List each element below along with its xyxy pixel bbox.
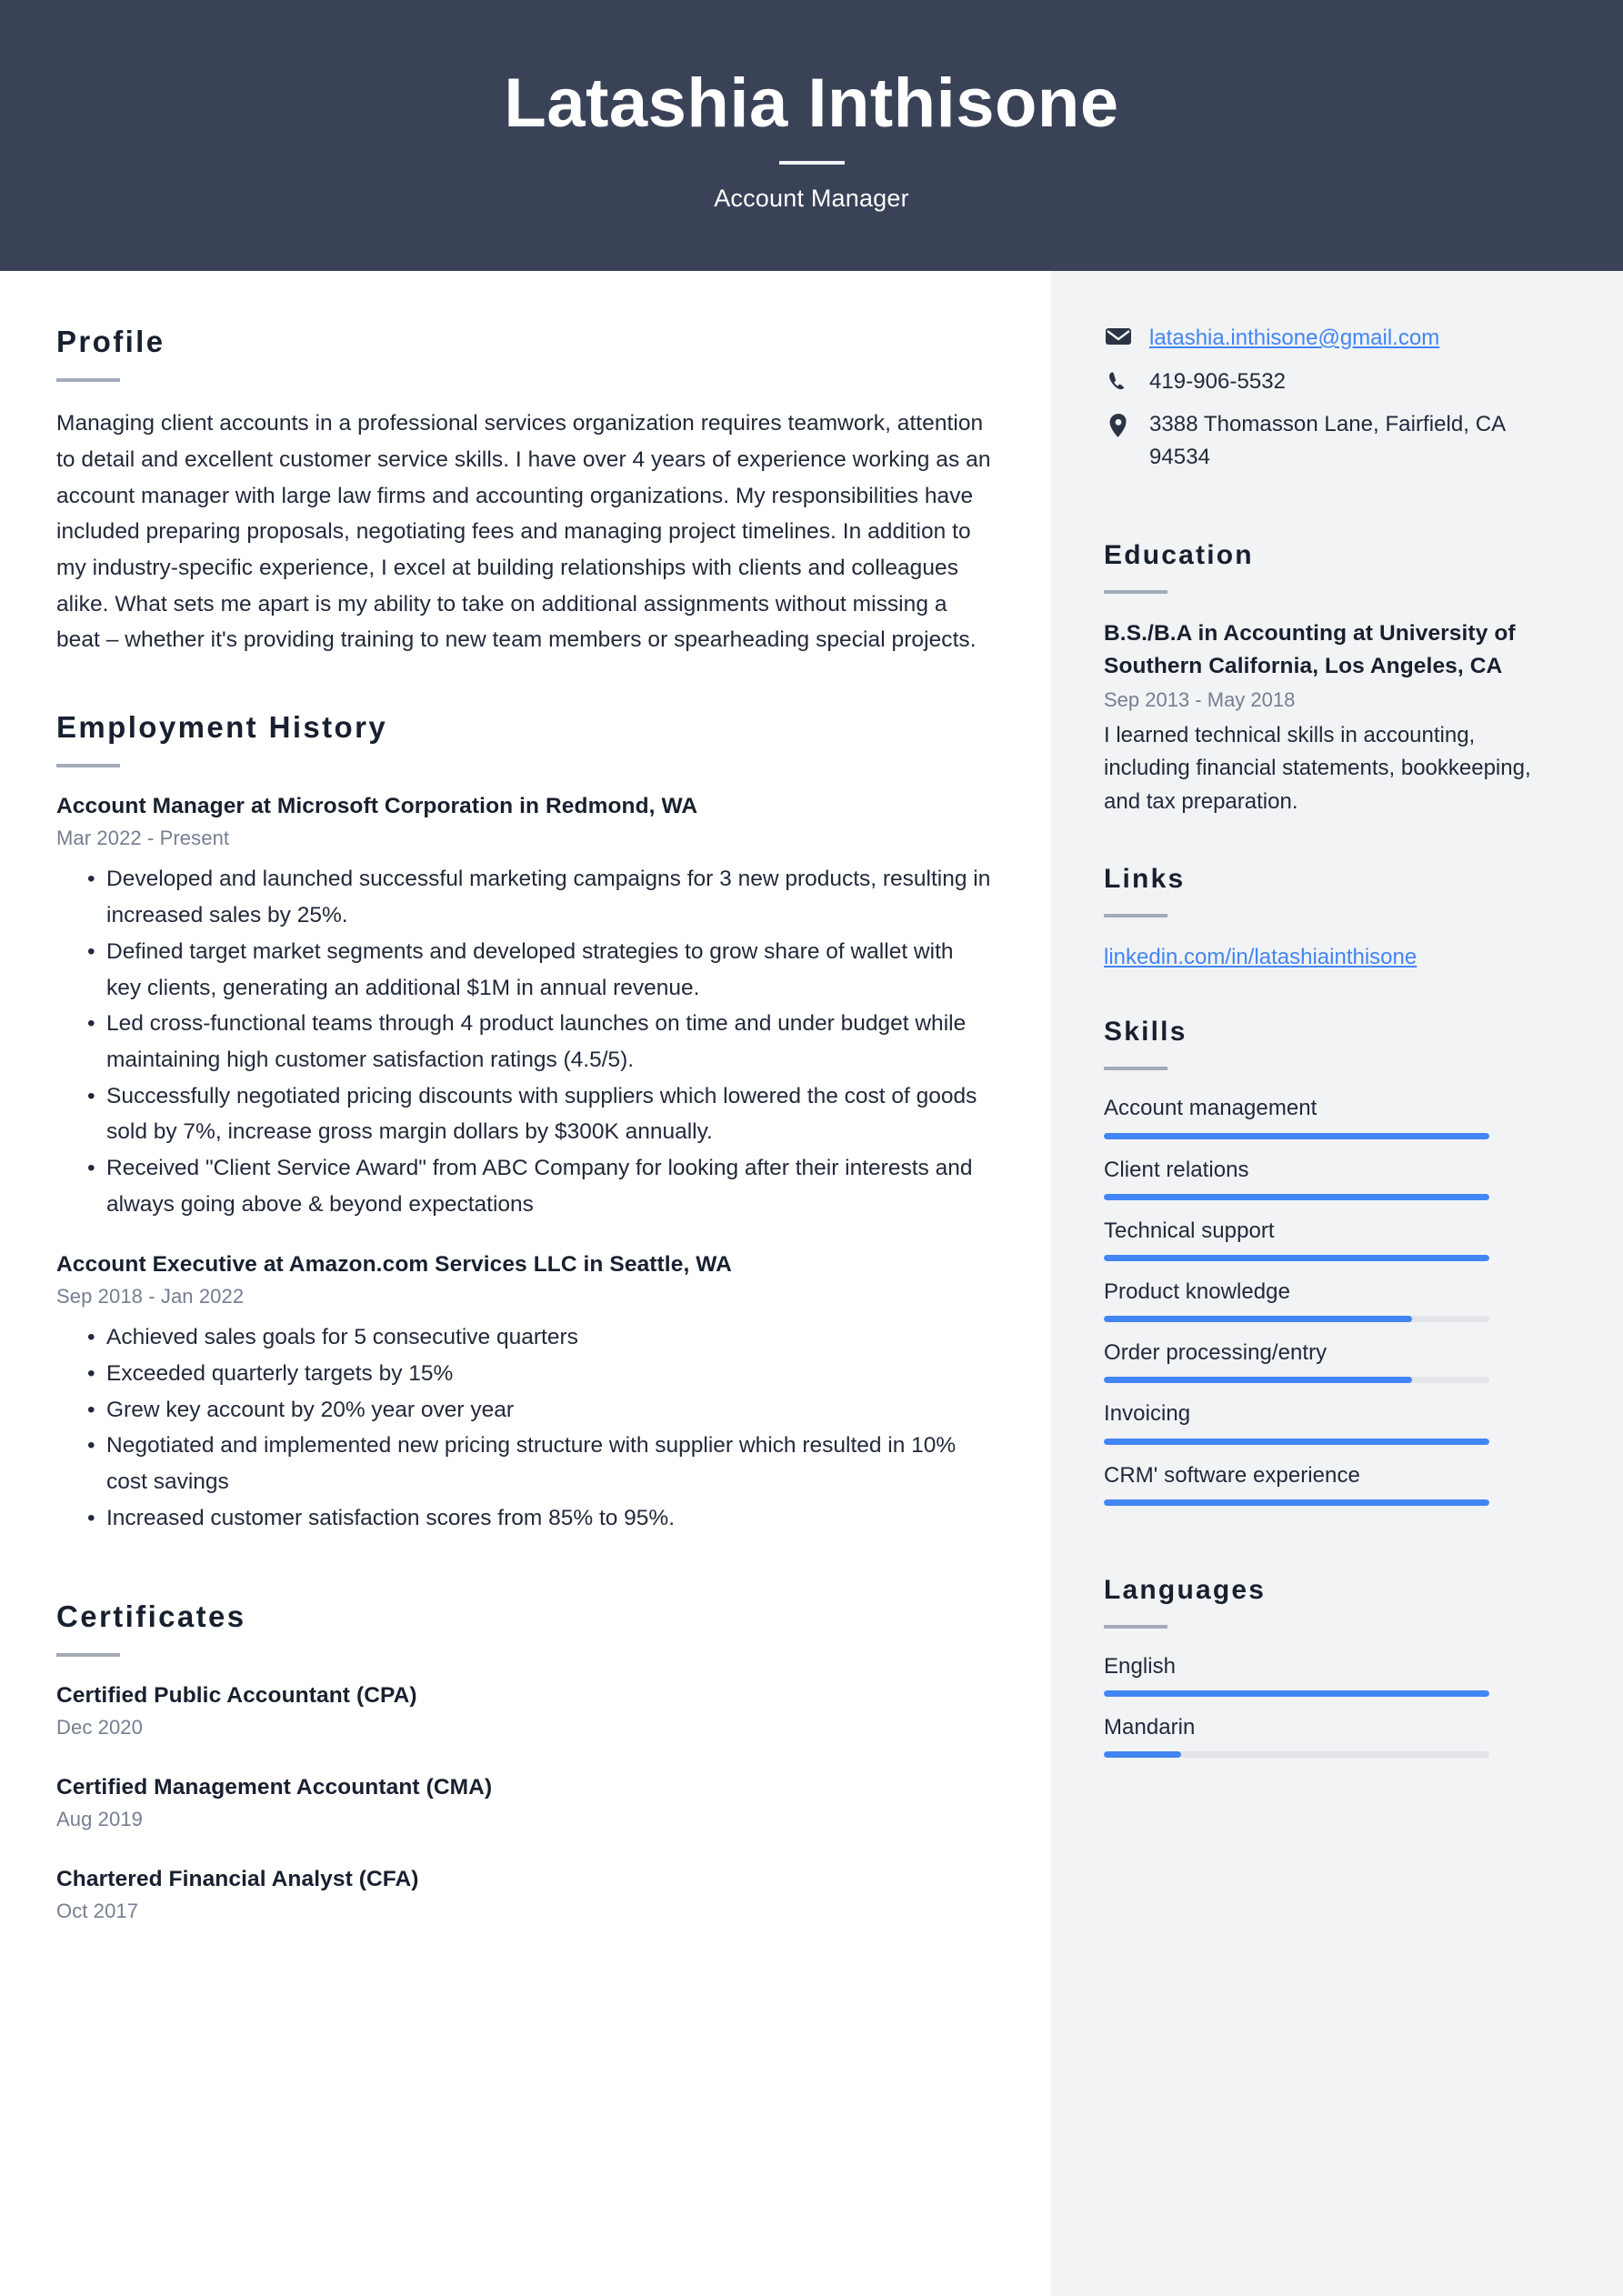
section-links — [1104, 864, 1561, 974]
list-item — [56, 1006, 992, 1078]
spacer — [56, 1222, 992, 1249]
skill-label: Order processing/entry — [1104, 1340, 1327, 1366]
resume-body — [0, 271, 1623, 2296]
education-heading-divider — [1104, 590, 1167, 594]
bullet-dot: • — [87, 1361, 95, 1387]
spacer — [1104, 973, 1561, 1017]
skill-progress-track — [1104, 1499, 1489, 1506]
envelope-icon — [1104, 322, 1133, 346]
skill-item — [1104, 1094, 1561, 1138]
certificate-date: Dec 2020 — [56, 1715, 143, 1739]
job-date-range: Mar 2022 - Present — [56, 827, 230, 850]
bullet-dot: • — [87, 1433, 95, 1459]
links-heading-divider — [1104, 914, 1167, 917]
sidebar-column — [1051, 271, 1623, 2296]
bullet-text: Achieved sales goals for 5 consecutive quarters — [106, 1325, 578, 1350]
email-link[interactable]: latashia.inthisone@gmail.com — [1149, 326, 1440, 350]
main-column — [0, 271, 1051, 2296]
bullet-dot: • — [87, 938, 95, 964]
section-employment-history — [56, 711, 992, 1536]
bullet-dot: • — [87, 1505, 95, 1530]
spacer — [56, 658, 992, 711]
links-heading: Links — [1104, 863, 1186, 894]
skill-label: Product knowledge — [1104, 1279, 1290, 1305]
language-item — [1104, 1652, 1561, 1697]
skill-label: Technical support — [1104, 1218, 1275, 1243]
list-item — [56, 1078, 992, 1150]
employment-entry — [56, 1249, 992, 1536]
skill-item — [1104, 1278, 1561, 1322]
job-bullet-list — [56, 1319, 992, 1536]
bullet-dot: • — [87, 867, 95, 892]
job-title: Account Manager at Microsoft Corporation in Redmond, WA — [56, 794, 698, 819]
section-skills — [1104, 1017, 1561, 1505]
certificate-entry — [56, 1772, 992, 1831]
education-date-range: Sep 2013 - May 2018 — [1104, 687, 1296, 711]
bullet-text: Led cross-functional teams through 4 product launches on time and under budget while maintaining high customer satisfaction ratings (4.5/5). — [106, 1011, 967, 1072]
profile-heading: Profile — [56, 325, 165, 358]
spacer — [56, 1831, 992, 1864]
skill-progress-fill — [1104, 1316, 1412, 1322]
skill-progress-fill — [1104, 1377, 1412, 1383]
bullet-text: Exceeded quarterly targets by 15% — [106, 1361, 454, 1387]
certificate-date: Oct 2017 — [56, 1900, 139, 1923]
education-description: I learned technical skills in accounting, including financial statements, bookkeeping, and tax preparation. — [1104, 722, 1531, 814]
skills-heading: Skills — [1104, 1017, 1187, 1048]
bullet-text: Grew key account by 20% year over year — [106, 1397, 515, 1422]
list-item — [56, 1150, 992, 1222]
spacer — [1104, 818, 1561, 864]
bullet-dot: • — [87, 1325, 95, 1350]
skill-label: Account management — [1104, 1096, 1317, 1121]
resume-header — [0, 0, 1623, 271]
skill-item — [1104, 1156, 1561, 1200]
language-progress-fill — [1104, 1751, 1181, 1758]
spacer — [56, 1537, 992, 1600]
list-item — [56, 861, 992, 933]
section-profile — [56, 326, 992, 658]
education-degree: B.S./B.A in Accounting at University of Southern California, Los Angeles, CA — [1104, 621, 1516, 679]
skill-item — [1104, 1338, 1561, 1383]
contact-email-row[interactable] — [1104, 322, 1561, 355]
skill-progress-track — [1104, 1377, 1489, 1383]
language-progress-track — [1104, 1690, 1489, 1697]
list-item — [56, 934, 992, 1006]
skills-heading-divider — [1104, 1067, 1167, 1070]
spacer — [56, 1740, 992, 1772]
skill-item — [1104, 1461, 1561, 1506]
contact-phone-row — [1104, 366, 1561, 398]
certificate-title: Certified Public Accountant (CPA) — [56, 1682, 417, 1708]
languages-heading: Languages — [1104, 1574, 1267, 1605]
spacer — [1104, 1522, 1561, 1575]
profile-heading-divider — [56, 378, 120, 382]
phone-number: 419-906-5532 — [1149, 368, 1287, 394]
bullet-text: Developed and launched successful marketing campaigns for 3 new products, resulting in increased sales by 25%. — [106, 867, 991, 928]
skill-item — [1104, 1217, 1561, 1261]
employment-heading-divider — [56, 764, 120, 767]
section-education — [1104, 540, 1561, 818]
header-job-title: Account Manager — [714, 185, 909, 213]
job-date-range: Sep 2018 - Jan 2022 — [56, 1285, 245, 1308]
phone-icon — [1104, 366, 1133, 393]
skill-progress-track — [1104, 1316, 1489, 1322]
skill-progress-fill — [1104, 1439, 1489, 1445]
job-bullet-list — [56, 861, 992, 1222]
certificate-entry — [56, 1864, 992, 1923]
languages-heading-divider — [1104, 1625, 1167, 1629]
skill-progress-fill — [1104, 1255, 1489, 1261]
list-item — [56, 1356, 992, 1392]
map-pin-icon — [1104, 408, 1133, 437]
employment-entry — [56, 791, 992, 1222]
job-title: Account Executive at Amazon.com Services LLC in Seattle, WA — [56, 1252, 732, 1278]
certificates-heading: Certificates — [56, 1599, 246, 1633]
section-languages — [1104, 1575, 1561, 1758]
education-heading: Education — [1104, 540, 1254, 571]
skill-progress-fill — [1104, 1194, 1489, 1200]
skill-progress-fill — [1104, 1133, 1489, 1139]
language-label: Mandarin — [1104, 1714, 1196, 1740]
list-item — [56, 1500, 992, 1537]
skill-progress-track — [1104, 1439, 1489, 1445]
skill-label: CRM' software experience — [1104, 1462, 1360, 1488]
skill-label: Invoicing — [1104, 1401, 1191, 1427]
list-item — [56, 1319, 992, 1356]
profile-text: Managing client accounts in a professional services organization requires teamwork, attention to detail and excellent customer service skills. I have over 4 years of experience working as an account manager with large law firms and accounting organizations. My responsibilities have included preparing proposals, negotiating fees and managing project timelines. In addition to my industry-specific experience, I excel at building relationships with clients and colleagues alike. What sets me apart is my ability to take on additional assignments without missing a beat – whether it's providing training to new team members or spearheading special projects. — [56, 411, 991, 653]
language-progress-fill — [1104, 1690, 1489, 1697]
skill-item — [1104, 1399, 1561, 1444]
contact-address-row — [1104, 408, 1561, 473]
bullet-dot: • — [87, 1083, 95, 1108]
certificate-entry — [56, 1680, 992, 1740]
skill-progress-track — [1104, 1133, 1489, 1139]
bullet-text: Negotiated and implemented new pricing structure with supplier which resulted in 10% cost savings — [106, 1433, 957, 1495]
bullet-dot: • — [87, 1155, 95, 1180]
certificate-title: Certified Management Accountant (CMA) — [56, 1774, 493, 1800]
skill-progress-fill — [1104, 1499, 1489, 1506]
certificates-heading-divider — [56, 1653, 120, 1657]
language-label: English — [1104, 1653, 1177, 1679]
bullet-text: Defined target market segments and developed strategies to grow share of wallet with key clients, generating an additional $1M in annual revenue. — [106, 938, 954, 1000]
language-progress-track — [1104, 1751, 1489, 1758]
language-item — [1104, 1713, 1561, 1758]
bullet-dot: • — [87, 1011, 95, 1037]
address-text: 3388 Thomasson Lane, Fairfield, CA 94534 — [1149, 412, 1505, 469]
skill-progress-track — [1104, 1255, 1489, 1261]
linkedin-link[interactable]: linkedin.com/in/latashiainthisone — [1104, 944, 1418, 969]
list-item — [56, 1428, 992, 1499]
spacer — [1104, 484, 1561, 540]
section-certificates — [56, 1600, 992, 1923]
bullet-text: Successfully negotiated pricing discounts with suppliers which lowered the cost of goods sold by 7%, increase gross margin dollars by $300K annually. — [106, 1083, 977, 1145]
page-title: Latashia Inthisone — [504, 64, 1119, 142]
list-item — [56, 1392, 992, 1429]
employment-heading: Employment History — [56, 710, 388, 745]
header-divider — [779, 161, 845, 165]
certificate-title: Chartered Financial Analyst (CFA) — [56, 1866, 419, 1891]
contact-details — [1104, 322, 1561, 473]
bullet-text: Increased customer satisfaction scores from 85% to 95%. — [106, 1505, 676, 1530]
skill-progress-track — [1104, 1194, 1489, 1200]
skill-label: Client relations — [1104, 1157, 1249, 1182]
bullet-dot: • — [87, 1397, 95, 1422]
bullet-text: Received "Client Service Award" from ABC Company for looking after their interests and always going above & beyond expectations — [106, 1155, 973, 1217]
certificate-date: Aug 2019 — [56, 1807, 143, 1830]
